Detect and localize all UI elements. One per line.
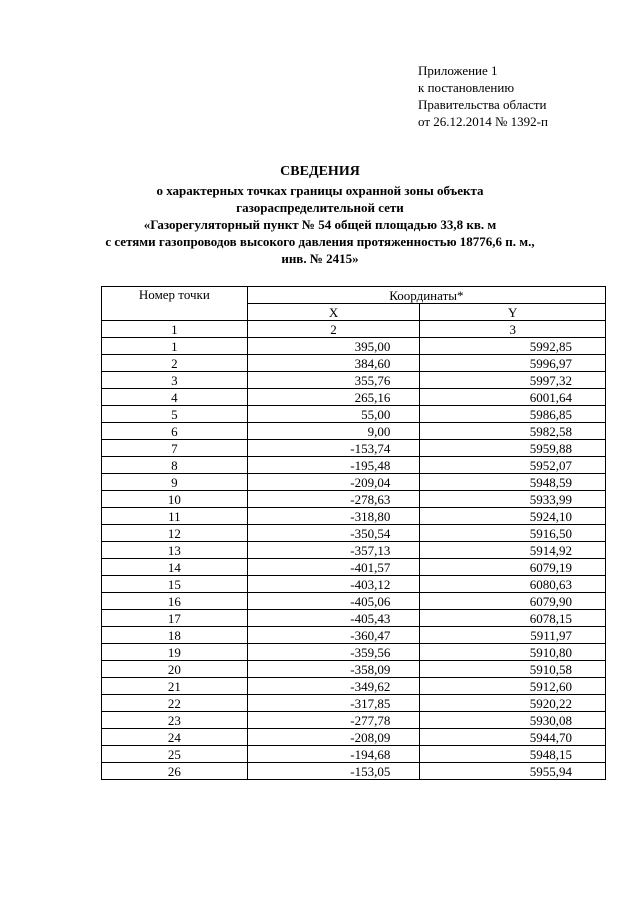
- point-number-cell: 11: [102, 508, 248, 525]
- appendix-line: к постановлению: [418, 80, 515, 95]
- appendix-line: Приложение 1: [418, 63, 498, 78]
- title-line: «Газорегуляторный пункт № 54 общей площадью 33,8 кв. м: [143, 217, 497, 232]
- x-coordinate-cell: -153,05: [247, 763, 420, 780]
- header-coordinates: Координаты*: [247, 287, 605, 304]
- title-line: о характерных точках границы охранной зоны объекта: [156, 183, 484, 198]
- table-row: [102, 729, 606, 746]
- table-row: [102, 576, 606, 593]
- title-line: инв. № 2415»: [281, 251, 359, 266]
- table-header-row: [102, 287, 606, 304]
- point-number-cell: 24: [102, 729, 248, 746]
- point-number-cell: 13: [102, 542, 248, 559]
- table-row: [102, 338, 606, 355]
- y-coordinate-cell: 5997,32: [420, 372, 606, 389]
- table-row: [102, 627, 606, 644]
- table-row: [102, 457, 606, 474]
- point-number-cell: 23: [102, 712, 248, 729]
- point-number-cell: 3: [102, 372, 248, 389]
- y-coordinate-cell: 5948,59: [420, 474, 606, 491]
- title-line: с сетями газопроводов высокого давления протяженностью 18776,6 п. м.,: [105, 234, 535, 249]
- index-cell: 3: [420, 321, 606, 338]
- point-number-cell: 6: [102, 423, 248, 440]
- point-number-cell: 4: [102, 389, 248, 406]
- index-cell: 1: [102, 321, 248, 338]
- y-coordinate-cell: 5910,80: [420, 644, 606, 661]
- x-coordinate-cell: 384,60: [247, 355, 420, 372]
- y-coordinate-cell: 6078,15: [420, 610, 606, 627]
- x-coordinate-cell: -278,63: [247, 491, 420, 508]
- x-coordinate-cell: 9,00: [247, 423, 420, 440]
- table-row: [102, 406, 606, 423]
- table-row: [102, 610, 606, 627]
- x-coordinate-cell: -357,13: [247, 542, 420, 559]
- table-row: [102, 474, 606, 491]
- y-coordinate-cell: 5930,08: [420, 712, 606, 729]
- table-row: [102, 559, 606, 576]
- y-coordinate-cell: 5910,58: [420, 661, 606, 678]
- y-coordinate-cell: 5924,10: [420, 508, 606, 525]
- point-number-cell: 20: [102, 661, 248, 678]
- x-coordinate-cell: 55,00: [247, 406, 420, 423]
- appendix-line: Правительства области: [418, 97, 547, 112]
- point-number-cell: 8: [102, 457, 248, 474]
- x-coordinate-cell: -359,56: [247, 644, 420, 661]
- x-coordinate-cell: -405,43: [247, 610, 420, 627]
- table-row: [102, 644, 606, 661]
- header-point-number: Номер точки: [102, 287, 248, 321]
- point-number-cell: 19: [102, 644, 248, 661]
- title-main: СВЕДЕНИЯ: [280, 164, 360, 179]
- y-coordinate-cell: 6079,90: [420, 593, 606, 610]
- y-coordinate-cell: 5992,85: [420, 338, 606, 355]
- appendix-line: от 26.12.2014 № 1392-п: [418, 114, 548, 129]
- x-coordinate-cell: -401,57: [247, 559, 420, 576]
- y-coordinate-cell: 5955,94: [420, 763, 606, 780]
- point-number-cell: 7: [102, 440, 248, 457]
- table-index-row: [102, 321, 606, 338]
- y-coordinate-cell: 5914,92: [420, 542, 606, 559]
- point-number-cell: 25: [102, 746, 248, 763]
- x-coordinate-cell: -405,06: [247, 593, 420, 610]
- y-coordinate-cell: 5920,22: [420, 695, 606, 712]
- x-coordinate-cell: -209,04: [247, 474, 420, 491]
- y-coordinate-cell: 6001,64: [420, 389, 606, 406]
- point-number-cell: 1: [102, 338, 248, 355]
- y-coordinate-cell: 5933,99: [420, 491, 606, 508]
- table-row: [102, 508, 606, 525]
- x-coordinate-cell: 355,76: [247, 372, 420, 389]
- table-row: [102, 491, 606, 508]
- header-x: X: [247, 304, 420, 321]
- table-row: [102, 593, 606, 610]
- table-row: [102, 372, 606, 389]
- coordinates-table: [101, 286, 606, 780]
- x-coordinate-cell: -277,78: [247, 712, 420, 729]
- x-coordinate-cell: -318,80: [247, 508, 420, 525]
- x-coordinate-cell: -153,74: [247, 440, 420, 457]
- table-row: [102, 423, 606, 440]
- point-number-cell: 17: [102, 610, 248, 627]
- point-number-cell: 5: [102, 406, 248, 423]
- point-number-cell: 15: [102, 576, 248, 593]
- point-number-cell: 22: [102, 695, 248, 712]
- x-coordinate-cell: -317,85: [247, 695, 420, 712]
- table-row: [102, 542, 606, 559]
- x-coordinate-cell: -195,48: [247, 457, 420, 474]
- y-coordinate-cell: 6079,19: [420, 559, 606, 576]
- point-number-cell: 14: [102, 559, 248, 576]
- table-body: [102, 338, 606, 780]
- y-coordinate-cell: 5948,15: [420, 746, 606, 763]
- table-row: [102, 763, 606, 780]
- x-coordinate-cell: -349,62: [247, 678, 420, 695]
- x-coordinate-cell: -360,47: [247, 627, 420, 644]
- x-coordinate-cell: -358,09: [247, 661, 420, 678]
- table-row: [102, 661, 606, 678]
- y-coordinate-cell: 5982,58: [420, 423, 606, 440]
- point-number-cell: 16: [102, 593, 248, 610]
- appendix-note: [418, 62, 548, 130]
- y-coordinate-cell: 5911,97: [420, 627, 606, 644]
- point-number-cell: 12: [102, 525, 248, 542]
- y-coordinate-cell: 5986,85: [420, 406, 606, 423]
- point-number-cell: 18: [102, 627, 248, 644]
- x-coordinate-cell: -350,54: [247, 525, 420, 542]
- index-cell: 2: [247, 321, 420, 338]
- point-number-cell: 26: [102, 763, 248, 780]
- point-number-cell: 9: [102, 474, 248, 491]
- title-line: газораспределительной сети: [236, 200, 404, 215]
- table-row: [102, 440, 606, 457]
- document-title: [60, 163, 580, 267]
- table-row: [102, 678, 606, 695]
- table-row: [102, 525, 606, 542]
- table-row: [102, 746, 606, 763]
- x-coordinate-cell: 265,16: [247, 389, 420, 406]
- x-coordinate-cell: 395,00: [247, 338, 420, 355]
- table-row: [102, 389, 606, 406]
- y-coordinate-cell: 5996,97: [420, 355, 606, 372]
- x-coordinate-cell: -208,09: [247, 729, 420, 746]
- y-coordinate-cell: 5952,07: [420, 457, 606, 474]
- y-coordinate-cell: 5912,60: [420, 678, 606, 695]
- header-y: Y: [420, 304, 606, 321]
- point-number-cell: 21: [102, 678, 248, 695]
- table-row: [102, 695, 606, 712]
- table-row: [102, 712, 606, 729]
- x-coordinate-cell: -403,12: [247, 576, 420, 593]
- y-coordinate-cell: 5944,70: [420, 729, 606, 746]
- y-coordinate-cell: 5959,88: [420, 440, 606, 457]
- y-coordinate-cell: 6080,63: [420, 576, 606, 593]
- point-number-cell: 10: [102, 491, 248, 508]
- point-number-cell: 2: [102, 355, 248, 372]
- x-coordinate-cell: -194,68: [247, 746, 420, 763]
- table-row: [102, 355, 606, 372]
- y-coordinate-cell: 5916,50: [420, 525, 606, 542]
